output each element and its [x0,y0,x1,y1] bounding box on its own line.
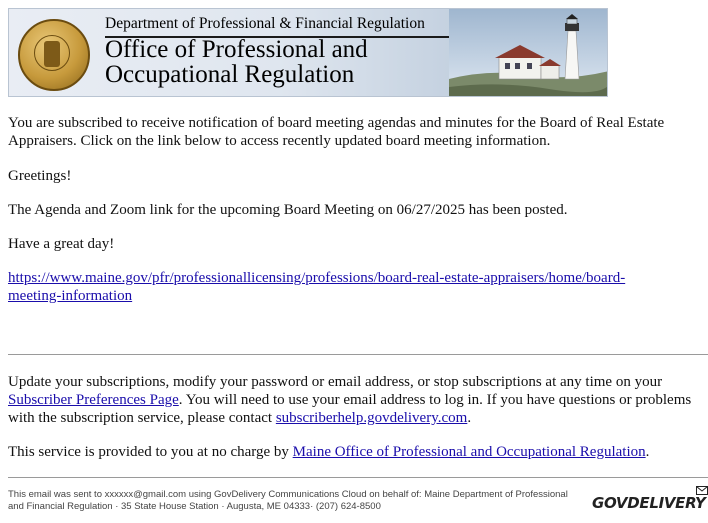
footer-disclaimer: This email was sent to xxxxxx@gmail.com using GovDelivery Communications Cloud on behalf of: Maine Department of Professional and Financial Regulation · 35 State House Station · Augusta, ME 04333· (207) 624-8500 [8,489,568,512]
subscription-text-start: Update your subscriptions, modify your password or email address, or stop subscriptions at any time on your [8,374,663,390]
subscription-management-text [8,373,708,427]
subscriber-help-link[interactable]: subscriberhelp.govdelivery.com [275,410,468,426]
service-provider-text [8,443,708,461]
envelope-icon [696,486,708,495]
office-title-line2: Occupational Regulation [105,61,355,88]
closing-text: Have a great day! [8,236,115,252]
subscription-text-middle: . You will need to use your email address to log in. If you have questions or problems with the subscription service, please contact [8,392,692,426]
govdelivery-wordmark: GOVDELIVERY [592,494,706,512]
subscription-text-end: . [467,410,472,426]
subscriber-preferences-link[interactable]: Subscriber Preferences Page [8,392,179,408]
announcement-text: The Agenda and Zoom link for the upcoming Board Meeting on 06/27/2025 has been posted. [8,202,568,218]
lighthouse-image [449,9,608,97]
seal-emblem [44,41,60,67]
meeting-info-link-line2: meeting-information [8,288,133,304]
footer-divider [8,477,708,478]
office-title-line1: Office of Professional and [105,36,368,63]
meeting-info-paragraph [8,269,708,305]
meeting-info-link[interactable] [8,270,625,304]
greeting-text: Greetings! [8,168,72,184]
govdelivery-logo [592,486,708,516]
section-divider [8,354,708,355]
state-seal-logo [18,19,90,91]
subscription-intro: You are subscribed to receive notification of board meeting agendas and minutes for the Board of Real Estate Appraisers. Click on the link below to access recently updated board meeting information. [8,115,665,149]
meeting-info-link-line1: https://www.maine.gov/pfr/professionallicensing/professions/board-real-estate-appraisers/home/board- [8,270,626,286]
service-text-end: . [645,444,650,460]
office-link[interactable]: Maine Office of Professional and Occupational Regulation [292,444,646,460]
header-banner [8,8,608,97]
service-text-start: This service is provided to you at no charge by [8,444,289,460]
department-name: Department of Professional & Financial Regulation [105,15,425,32]
